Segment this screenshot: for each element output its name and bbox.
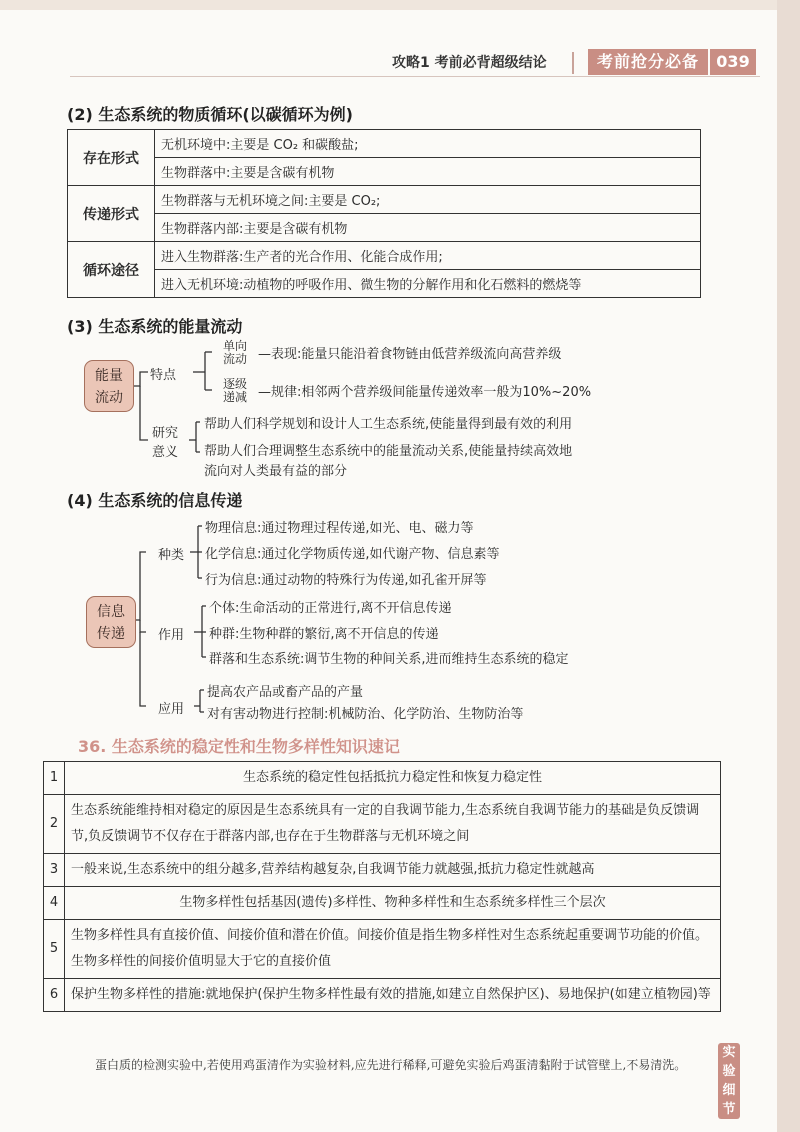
table-row [68,130,701,158]
row-label: 循环途径 [68,242,155,298]
table-row [68,214,701,242]
application-label: 应用 [158,702,185,717]
table-row [68,158,701,186]
information-title: (4) 生态系统的信息传递 [67,491,243,510]
page-edge [0,0,800,10]
row-number: 2 [44,795,65,854]
table-row [44,762,721,795]
label-line: 研究 [152,426,179,441]
significance-label [152,424,178,462]
decreasing-label [223,378,247,404]
significance-1: 帮助人们科学规划和设计人工生态系统,使能量得到最有效的利用 [204,417,573,432]
node-text: 能量 [95,368,123,384]
label-line: 单向 [223,339,248,353]
energy-flow-title: (3) 生态系统的能量流动 [67,317,243,336]
roles-label: 作用 [158,628,185,643]
table-row [44,795,721,854]
types-label: 种类 [158,548,185,563]
row-number: 3 [44,854,65,887]
type-physical: 物理信息:通过物理过程传递,如光、电、磁力等 [205,521,474,536]
carbon-cycle-table [67,129,701,298]
table-row [68,186,701,214]
header-rule [70,76,760,77]
label-line: 递减 [223,390,248,404]
header-badge: 考前抢分必备 [588,49,708,75]
significance-2-cont: 流向对人类最有益的部分 [204,464,348,479]
table-row [68,270,701,298]
page-number: 039 [710,49,756,75]
application-2: 对有害动物进行控制:机械防治、化学防治、生物防治等 [207,707,524,722]
type-chemical: 化学信息:通过化学物质传递,如代谢产物、信息素等 [205,547,500,562]
node-text: 流动 [95,390,123,406]
experiment-note: 蛋白质的检测实验中,若使用鸡蛋清作为实验材料,应先进行稀释,可避免实验后鸡蛋清黏附于试管壁上,不易清洗。 [95,1058,687,1072]
table-row [44,887,721,920]
features-label: 特点 [150,368,177,383]
table-cell: 生物多样性包括基因(遗传)多样性、物种多样性和生态系统多样性三个层次 [65,887,721,920]
table-cell: 进入无机环境:动植物的呼吸作用、微生物的分解作用和化石燃料的燃烧等 [155,270,701,298]
row-label: 存在形式 [68,130,155,186]
table-cell: 无机环境中:主要是 CO₂ 和碳酸盐; [155,130,701,158]
role-population: 种群:生物种群的繁衍,离不开信息的传递 [209,627,439,642]
node-text: 信息 [97,604,125,620]
row-number: 5 [44,920,65,979]
page-edge-right [777,0,800,1132]
header-divider [572,52,574,74]
type-behavioral: 行为信息:通过动物的特殊行为传递,如孔雀开屏等 [205,573,487,588]
node-text: 传递 [97,626,125,642]
table-row [68,242,701,270]
label-line: 意义 [152,445,179,460]
section-36-title: 36. 生态系统的稳定性和生物多样性知识速记 [78,737,400,756]
table-cell: 生物群落中:主要是含碳有机物 [155,158,701,186]
table-cell: 生物群落内部:主要是含碳有机物 [155,214,701,242]
role-individual: 个体:生命活动的正常进行,离不开信息传递 [209,601,452,616]
information-node [86,596,136,648]
label-line: 流动 [223,352,248,366]
table-row [44,854,721,887]
table-row [44,920,721,979]
one-way-text: —表现:能量只能沿着食物链由低营养级流向高营养级 [258,347,562,362]
row-label: 传递形式 [68,186,155,242]
label-line: 逐级 [223,377,248,391]
table-cell: 一般来说,生态系统中的组分越多,营养结构越复杂,自我调节能力就越强,抵抗力稳定性就越高 [65,854,721,887]
table-cell: 生态系统能维持相对稳定的原因是生态系统具有一定的自我调节能力,生态系统自我调节能力的基础是负反馈调节,负反馈调节不仅存在于群落内部,也存在于生物群落与无机环境之间 [65,795,721,854]
experiment-detail-tab: 实验细节 [718,1043,740,1119]
table-cell: 生态系统的稳定性包括抵抗力稳定性和恢复力稳定性 [65,762,721,795]
row-number: 6 [44,979,65,1012]
row-number: 1 [44,762,65,795]
table-cell: 生物群落与无机环境之间:主要是 CO₂; [155,186,701,214]
role-community: 群落和生态系统:调节生物的种间关系,进而维持生态系统的稳定 [209,652,569,667]
one-way-label [223,340,247,366]
table-cell: 生物多样性具有直接价值、间接价值和潜在价值。间接价值是指生物多样性对生态系统起重要调节功能的价值。生物多样性的间接价值明显大于它的直接价值 [65,920,721,979]
table-row [44,979,721,1012]
significance-2: 帮助人们合理调整生态系统中的能量流动关系,使能量持续高效地 [204,444,573,459]
carbon-cycle-title: (2) 生态系统的物质循环(以碳循环为例) [67,105,353,124]
application-1: 提高农产品或畜产品的产量 [207,685,364,700]
energy-flow-node [84,360,134,412]
chapter-title: 攻略1 考前必背超级结论 [392,55,547,71]
table-cell: 进入生物群落:生产者的光合作用、化能合成作用; [155,242,701,270]
table-cell: 保护生物多样性的措施:就地保护(保护生物多样性最有效的措施,如建立自然保护区)、易地保护(如建立植物园)等 [65,979,721,1012]
section-36-table [43,761,721,1012]
decreasing-text: —规律:相邻两个营养级间能量传递效率一般为10%~20% [258,385,592,400]
row-number: 4 [44,887,65,920]
